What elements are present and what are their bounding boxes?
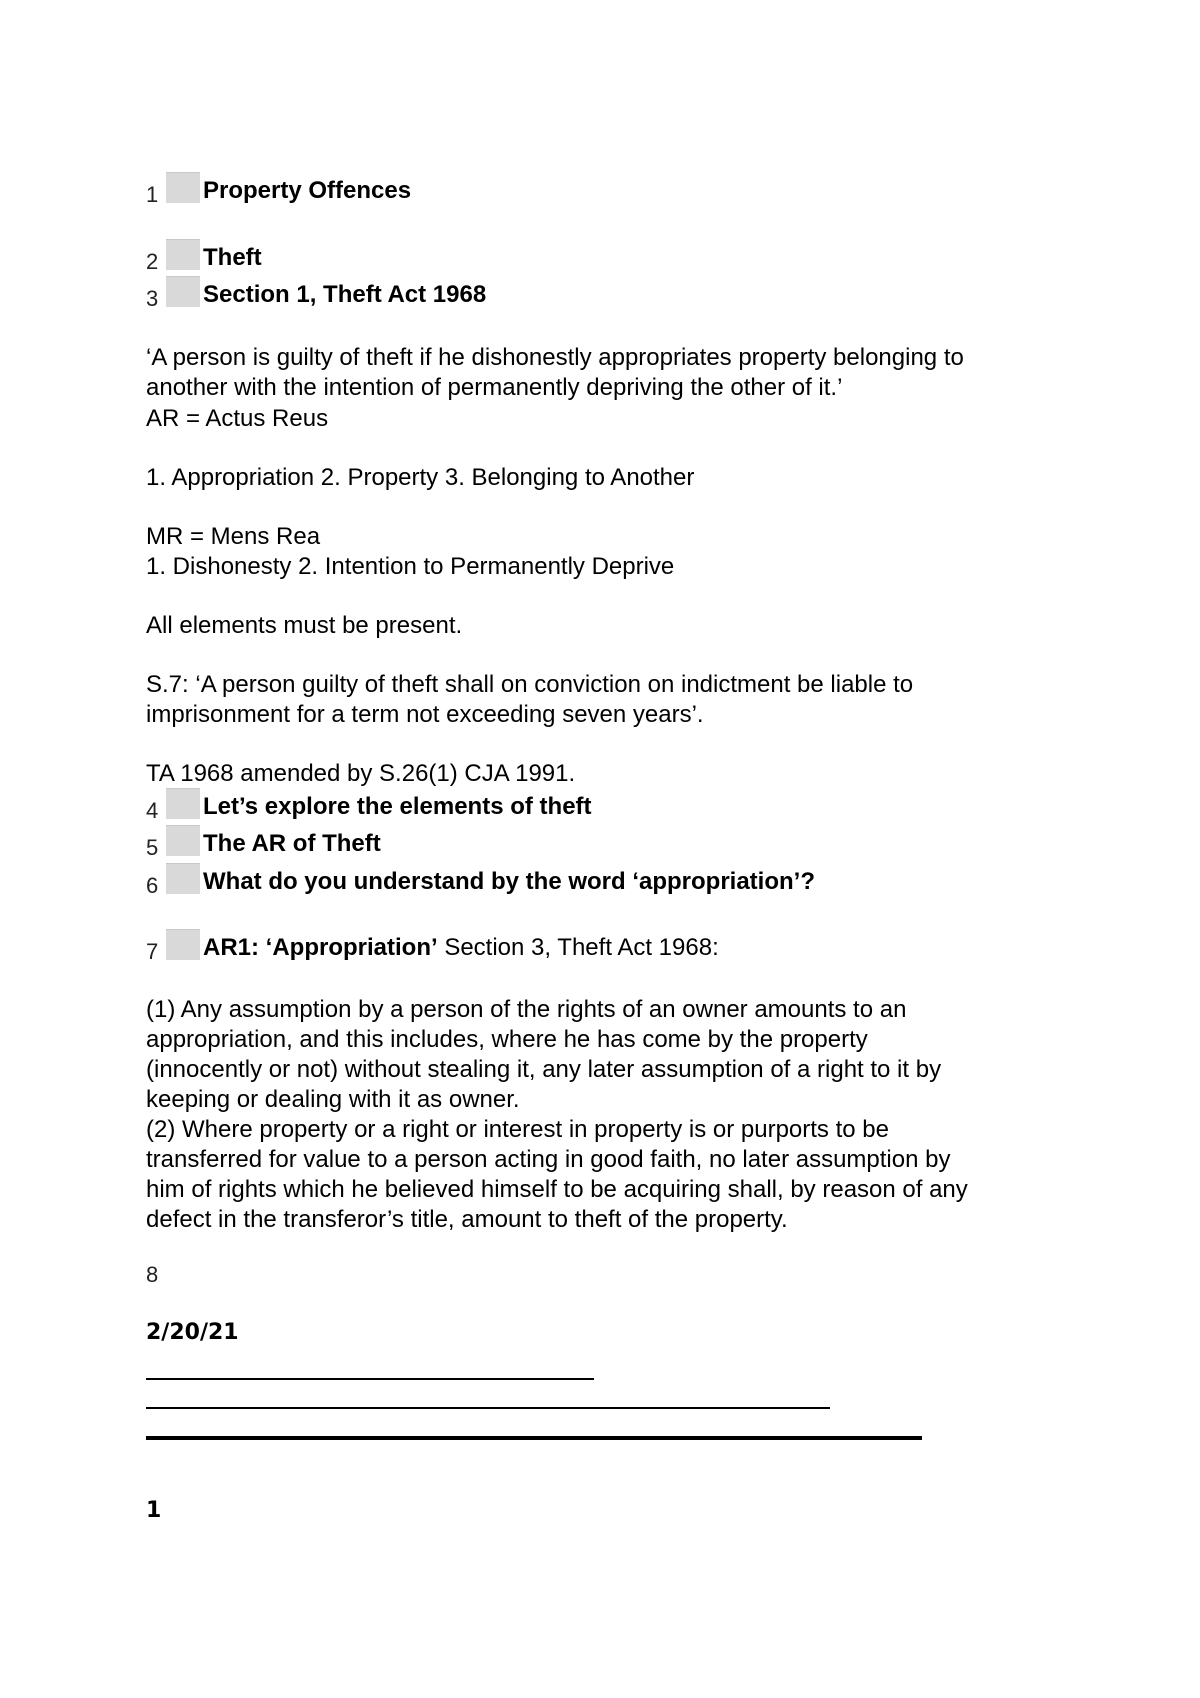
ar-heading: AR = Actus Reus (146, 405, 329, 432)
slide-title (203, 934, 719, 962)
slide-title: Property Offences (203, 177, 412, 204)
slide-title: What do you understand by the word ‘appropriation’? (203, 868, 815, 895)
divider-line-short (146, 1378, 594, 1380)
definition-line: ‘A person is guilty of theft if he dishonestly appropriates property belonging to (146, 344, 964, 371)
section3-2-line: him of rights which he believed himself to be acquiring shall, by reason of any (146, 1176, 968, 1203)
slide-title-suffix: Section 3, Theft Act 1968: (437, 934, 719, 961)
slide-thumbnail (166, 929, 200, 960)
section3-1-line: (1) Any assumption by a person of the rights of an owner amounts to an (146, 996, 907, 1023)
slide-number: 4 (146, 798, 159, 823)
s7-line: S.7: ‘A person guilty of theft shall on conviction on indictment be liable to (146, 671, 914, 698)
mr-heading: MR = Mens Rea (146, 523, 321, 550)
slide-thumbnail (166, 239, 200, 270)
slide-number-8: 8 (146, 1262, 159, 1287)
slide-thumbnail (166, 788, 200, 819)
section3-1-line: (innocently or not) without stealing it, any later assumption of a right to it by (146, 1056, 942, 1083)
amended-note: TA 1968 amended by S.26(1) CJA 1991. (146, 760, 576, 787)
slide-number: 2 (146, 249, 159, 274)
s7-line: imprisonment for a term not exceeding seven years’. (146, 701, 704, 728)
ar-elements: 1. Appropriation 2. Property 3. Belonging to Another (146, 464, 695, 491)
slide-thumbnail (166, 172, 200, 203)
slide-thumbnail (166, 276, 200, 307)
section3-2-line: defect in the transferor’s title, amount to theft of the property. (146, 1206, 788, 1233)
divider-line-long (146, 1436, 922, 1440)
slide-title: Section 1, Theft Act 1968 (203, 281, 487, 308)
slide-number: 5 (146, 835, 159, 860)
definition-line: another with the intention of permanently depriving the other of it.’ (146, 374, 843, 401)
slide-number: 3 (146, 286, 159, 311)
slide-title: The AR of Theft (203, 830, 381, 857)
slide-number: 7 (146, 939, 159, 964)
footer-date: 2/20/21 (146, 1320, 239, 1345)
page-number: 1 (146, 1498, 162, 1523)
all-elements-note: All elements must be present. (146, 612, 463, 639)
mr-elements: 1. Dishonesty 2. Intention to Permanently Deprive (146, 553, 675, 580)
slide-thumbnail (166, 863, 200, 894)
section3-1-line: appropriation, and this includes, where he has come by the property (146, 1026, 868, 1053)
slide-thumbnail (166, 825, 200, 856)
divider-line-medium (146, 1407, 830, 1409)
slide-title-bold: AR1: ‘Appropriation’ (203, 934, 438, 961)
slide-number: 1 (146, 182, 159, 207)
slide-title: Theft (203, 244, 262, 271)
section3-1-line: keeping or dealing with it as owner. (146, 1086, 520, 1113)
section3-2-line: transferred for value to a person acting in good faith, no later assumption by (146, 1146, 951, 1173)
slide-number: 6 (146, 873, 159, 898)
section3-2-line: (2) Where property or a right or interest in property is or purports to be (146, 1116, 889, 1143)
slide-title: Let’s explore the elements of theft (203, 793, 592, 820)
